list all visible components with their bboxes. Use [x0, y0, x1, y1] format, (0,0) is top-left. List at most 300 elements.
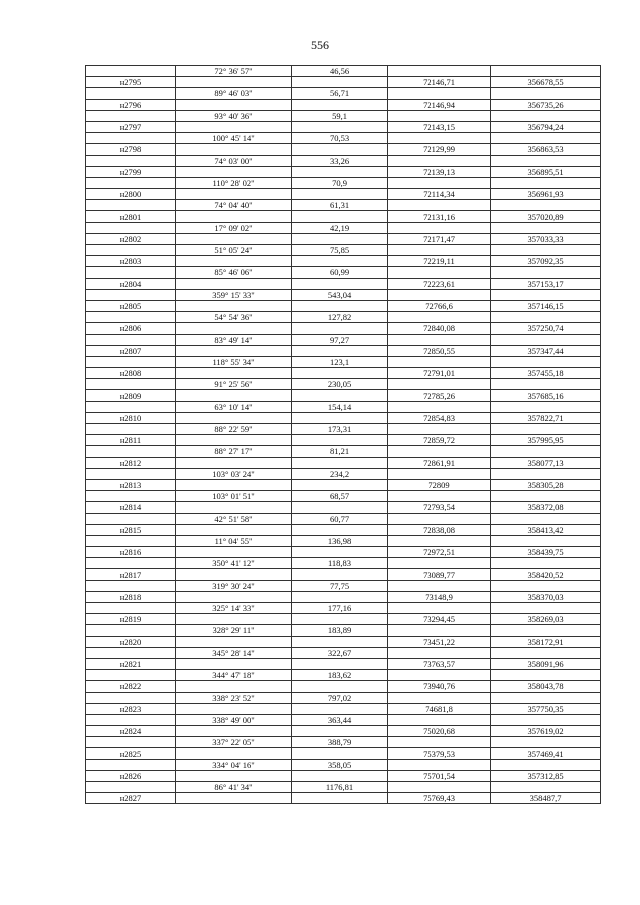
- y-coordinate-cell: [491, 356, 601, 367]
- point-number-cell: [86, 334, 176, 345]
- point-number-cell: [86, 289, 176, 300]
- distance-cell: [292, 681, 388, 692]
- direction-angle-cell: [176, 457, 292, 468]
- y-coordinate-cell: 358487,7: [491, 793, 601, 804]
- segment-row: [86, 401, 601, 412]
- segment-row: [86, 356, 601, 367]
- x-coordinate-cell: [388, 468, 491, 479]
- direction-angle-cell: [176, 166, 292, 177]
- point-number-cell: н2796: [86, 99, 176, 110]
- direction-angle-cell: 350° 41' 12": [176, 558, 292, 569]
- direction-angle-cell: 338° 23' 52": [176, 692, 292, 703]
- distance-cell: 177,16: [292, 603, 388, 614]
- distance-cell: [292, 278, 388, 289]
- point-row: [86, 748, 601, 759]
- direction-angle-cell: [176, 703, 292, 714]
- point-number-cell: [86, 558, 176, 569]
- distance-cell: 797,02: [292, 692, 388, 703]
- direction-angle-cell: 359° 15' 33": [176, 289, 292, 300]
- segment-row: [86, 692, 601, 703]
- direction-angle-cell: 11° 04' 55": [176, 535, 292, 546]
- point-number-cell: [86, 88, 176, 99]
- segment-row: [86, 759, 601, 770]
- y-coordinate-cell: 358413,42: [491, 524, 601, 535]
- distance-cell: 173,31: [292, 424, 388, 435]
- point-row: [86, 435, 601, 446]
- point-row: [86, 524, 601, 535]
- y-coordinate-cell: [491, 513, 601, 524]
- segment-row: [86, 535, 601, 546]
- x-coordinate-cell: [388, 491, 491, 502]
- segment-row: [86, 379, 601, 390]
- x-coordinate-cell: 72131,16: [388, 211, 491, 222]
- x-coordinate-cell: [388, 558, 491, 569]
- segment-row: [86, 468, 601, 479]
- y-coordinate-cell: [491, 133, 601, 144]
- x-coordinate-cell: 72766,6: [388, 300, 491, 311]
- direction-angle-cell: [176, 479, 292, 490]
- segment-row: [86, 714, 601, 725]
- direction-angle-cell: 54° 54' 36": [176, 312, 292, 323]
- y-coordinate-cell: 356895,51: [491, 166, 601, 177]
- distance-cell: 388,79: [292, 737, 388, 748]
- distance-cell: 56,71: [292, 88, 388, 99]
- direction-angle-cell: 110° 28' 02": [176, 177, 292, 188]
- direction-angle-cell: 89° 46' 03": [176, 88, 292, 99]
- y-coordinate-cell: [491, 334, 601, 345]
- distance-cell: [292, 457, 388, 468]
- point-number-cell: н2817: [86, 569, 176, 580]
- distance-cell: 42,19: [292, 222, 388, 233]
- distance-cell: [292, 636, 388, 647]
- segment-row: [86, 580, 601, 591]
- point-number-cell: н2795: [86, 77, 176, 88]
- direction-angle-cell: [176, 591, 292, 602]
- distance-cell: [292, 256, 388, 267]
- distance-cell: [292, 368, 388, 379]
- y-coordinate-cell: 357153,17: [491, 278, 601, 289]
- distance-cell: [292, 614, 388, 625]
- distance-cell: [292, 658, 388, 669]
- y-coordinate-cell: [491, 737, 601, 748]
- x-coordinate-cell: [388, 737, 491, 748]
- direction-angle-cell: [176, 435, 292, 446]
- x-coordinate-cell: 73294,45: [388, 614, 491, 625]
- point-number-cell: н2812: [86, 457, 176, 468]
- y-coordinate-cell: 358372,08: [491, 502, 601, 513]
- x-coordinate-cell: 72223,61: [388, 278, 491, 289]
- y-coordinate-cell: [491, 312, 601, 323]
- point-number-cell: н2798: [86, 144, 176, 155]
- direction-angle-cell: 83° 49' 14": [176, 334, 292, 345]
- page-number: 556: [311, 38, 329, 52]
- x-coordinate-cell: 72809: [388, 479, 491, 490]
- point-number-cell: н2821: [86, 658, 176, 669]
- x-coordinate-cell: 72114,34: [388, 189, 491, 200]
- y-coordinate-cell: 357312,85: [491, 770, 601, 781]
- segment-row: [86, 155, 601, 166]
- point-number-cell: [86, 647, 176, 658]
- x-coordinate-cell: [388, 603, 491, 614]
- point-row: [86, 256, 601, 267]
- direction-angle-cell: 74° 04' 40": [176, 200, 292, 211]
- direction-angle-cell: 334° 04' 16": [176, 759, 292, 770]
- point-row: [86, 479, 601, 490]
- point-number-cell: н2822: [86, 681, 176, 692]
- x-coordinate-cell: [388, 110, 491, 121]
- x-coordinate-cell: 73451,22: [388, 636, 491, 647]
- segment-row: [86, 513, 601, 524]
- direction-angle-cell: [176, 524, 292, 535]
- segment-row: [86, 491, 601, 502]
- x-coordinate-cell: 73148,9: [388, 591, 491, 602]
- x-coordinate-cell: [388, 513, 491, 524]
- y-coordinate-cell: 358172,91: [491, 636, 601, 647]
- y-coordinate-cell: 356735,26: [491, 99, 601, 110]
- direction-angle-cell: [176, 144, 292, 155]
- distance-cell: 127,82: [292, 312, 388, 323]
- y-coordinate-cell: 357347,44: [491, 345, 601, 356]
- point-row: [86, 77, 601, 88]
- y-coordinate-cell: 358370,03: [491, 591, 601, 602]
- point-row: [86, 457, 601, 468]
- y-coordinate-cell: 358420,52: [491, 569, 601, 580]
- direction-angle-cell: [176, 726, 292, 737]
- distance-cell: 46,56: [292, 66, 388, 77]
- x-coordinate-cell: 72840,08: [388, 323, 491, 334]
- x-coordinate-cell: 75379,53: [388, 748, 491, 759]
- point-row: [86, 323, 601, 334]
- distance-cell: 154,14: [292, 401, 388, 412]
- x-coordinate-cell: [388, 424, 491, 435]
- distance-cell: [292, 233, 388, 244]
- direction-angle-cell: 118° 55' 34": [176, 356, 292, 367]
- distance-cell: [292, 524, 388, 535]
- distance-cell: [292, 793, 388, 804]
- point-row: [86, 390, 601, 401]
- distance-cell: 70,9: [292, 177, 388, 188]
- point-row: [86, 793, 601, 804]
- point-row: [86, 726, 601, 737]
- direction-angle-cell: 63° 10' 14": [176, 401, 292, 412]
- x-coordinate-cell: [388, 133, 491, 144]
- direction-angle-cell: [176, 323, 292, 334]
- x-coordinate-cell: [388, 379, 491, 390]
- distance-cell: [292, 166, 388, 177]
- point-number-cell: [86, 424, 176, 435]
- direction-angle-cell: 74° 03' 00": [176, 155, 292, 166]
- segment-row: [86, 312, 601, 323]
- point-number-cell: н2806: [86, 323, 176, 334]
- point-number-cell: [86, 312, 176, 323]
- y-coordinate-cell: [491, 88, 601, 99]
- distance-cell: [292, 748, 388, 759]
- direction-angle-cell: [176, 99, 292, 110]
- direction-angle-cell: [176, 368, 292, 379]
- y-coordinate-cell: 357092,35: [491, 256, 601, 267]
- segment-row: [86, 110, 601, 121]
- direction-angle-cell: 103° 01' 51": [176, 491, 292, 502]
- distance-cell: [292, 77, 388, 88]
- y-coordinate-cell: [491, 66, 601, 77]
- point-number-cell: [86, 535, 176, 546]
- y-coordinate-cell: [491, 155, 601, 166]
- point-row: [86, 636, 601, 647]
- direction-angle-cell: [176, 793, 292, 804]
- point-number-cell: [86, 714, 176, 725]
- x-coordinate-cell: [388, 177, 491, 188]
- segment-row: [86, 200, 601, 211]
- y-coordinate-cell: [491, 714, 601, 725]
- direction-angle-cell: 345° 28' 14": [176, 647, 292, 658]
- distance-cell: 68,57: [292, 491, 388, 502]
- y-coordinate-cell: [491, 782, 601, 793]
- y-coordinate-cell: 357033,33: [491, 233, 601, 244]
- distance-cell: [292, 189, 388, 200]
- segment-row: [86, 670, 601, 681]
- direction-angle-cell: [176, 233, 292, 244]
- x-coordinate-cell: [388, 759, 491, 770]
- distance-cell: [292, 435, 388, 446]
- x-coordinate-cell: 75769,43: [388, 793, 491, 804]
- point-number-cell: н2811: [86, 435, 176, 446]
- segment-row: [86, 334, 601, 345]
- point-number-cell: [86, 580, 176, 591]
- segment-row: [86, 647, 601, 658]
- x-coordinate-cell: 75020,68: [388, 726, 491, 737]
- x-coordinate-cell: [388, 334, 491, 345]
- x-coordinate-cell: 72838,08: [388, 524, 491, 535]
- segment-row: [86, 66, 601, 77]
- direction-angle-cell: 88° 22' 59": [176, 424, 292, 435]
- x-coordinate-cell: 72861,91: [388, 457, 491, 468]
- point-number-cell: [86, 737, 176, 748]
- point-number-cell: н2815: [86, 524, 176, 535]
- point-row: [86, 412, 601, 423]
- point-row: [86, 502, 601, 513]
- point-number-cell: н2824: [86, 726, 176, 737]
- direction-angle-cell: [176, 278, 292, 289]
- y-coordinate-cell: 358091,96: [491, 658, 601, 669]
- x-coordinate-cell: [388, 782, 491, 793]
- distance-cell: 234,2: [292, 468, 388, 479]
- segment-row: [86, 782, 601, 793]
- y-coordinate-cell: [491, 558, 601, 569]
- segment-row: [86, 558, 601, 569]
- point-number-cell: н2825: [86, 748, 176, 759]
- y-coordinate-cell: [491, 535, 601, 546]
- point-number-cell: н2801: [86, 211, 176, 222]
- point-number-cell: н2816: [86, 547, 176, 558]
- x-coordinate-cell: 72791,01: [388, 368, 491, 379]
- y-coordinate-cell: 358043,78: [491, 681, 601, 692]
- point-number-cell: [86, 267, 176, 278]
- x-coordinate-cell: 72972,51: [388, 547, 491, 558]
- direction-angle-cell: 319° 30' 24": [176, 580, 292, 591]
- segment-row: [86, 177, 601, 188]
- coordinates-table: [85, 65, 601, 804]
- distance-cell: 59,1: [292, 110, 388, 121]
- distance-cell: [292, 479, 388, 490]
- x-coordinate-cell: [388, 155, 491, 166]
- y-coordinate-cell: 357995,95: [491, 435, 601, 446]
- x-coordinate-cell: [388, 714, 491, 725]
- point-number-cell: [86, 356, 176, 367]
- direction-angle-cell: 86° 41' 34": [176, 782, 292, 793]
- y-coordinate-cell: 357469,41: [491, 748, 601, 759]
- x-coordinate-cell: [388, 580, 491, 591]
- x-coordinate-cell: [388, 446, 491, 457]
- distance-cell: [292, 144, 388, 155]
- segment-row: [86, 289, 601, 300]
- point-row: [86, 211, 601, 222]
- y-coordinate-cell: [491, 401, 601, 412]
- distance-cell: [292, 412, 388, 423]
- y-coordinate-cell: [491, 491, 601, 502]
- y-coordinate-cell: [491, 580, 601, 591]
- point-number-cell: н2800: [86, 189, 176, 200]
- distance-cell: 61,31: [292, 200, 388, 211]
- point-row: [86, 658, 601, 669]
- point-number-cell: [86, 446, 176, 457]
- distance-cell: [292, 323, 388, 334]
- point-row: [86, 121, 601, 132]
- x-coordinate-cell: 72219,11: [388, 256, 491, 267]
- point-row: [86, 278, 601, 289]
- point-row: [86, 368, 601, 379]
- x-coordinate-cell: [388, 356, 491, 367]
- distance-cell: 97,27: [292, 334, 388, 345]
- x-coordinate-cell: [388, 625, 491, 636]
- y-coordinate-cell: [491, 759, 601, 770]
- point-number-cell: н2797: [86, 121, 176, 132]
- x-coordinate-cell: 72850,55: [388, 345, 491, 356]
- direction-angle-cell: [176, 681, 292, 692]
- distance-cell: [292, 99, 388, 110]
- y-coordinate-cell: 357455,18: [491, 368, 601, 379]
- x-coordinate-cell: 72143,15: [388, 121, 491, 132]
- x-coordinate-cell: [388, 267, 491, 278]
- x-coordinate-cell: 72854,83: [388, 412, 491, 423]
- distance-cell: 183,89: [292, 625, 388, 636]
- point-number-cell: [86, 133, 176, 144]
- point-number-cell: н2805: [86, 300, 176, 311]
- point-number-cell: н2823: [86, 703, 176, 714]
- direction-angle-cell: 42° 51' 58": [176, 513, 292, 524]
- direction-angle-cell: [176, 211, 292, 222]
- y-coordinate-cell: [491, 603, 601, 614]
- point-number-cell: [86, 692, 176, 703]
- point-number-cell: н2819: [86, 614, 176, 625]
- distance-cell: 81,21: [292, 446, 388, 457]
- direction-angle-cell: 17° 09' 02": [176, 222, 292, 233]
- direction-angle-cell: [176, 502, 292, 513]
- direction-angle-cell: 51° 05' 24": [176, 245, 292, 256]
- direction-angle-cell: [176, 189, 292, 200]
- point-row: [86, 770, 601, 781]
- direction-angle-cell: [176, 569, 292, 580]
- x-coordinate-cell: 73940,76: [388, 681, 491, 692]
- point-number-cell: [86, 468, 176, 479]
- x-coordinate-cell: 72146,94: [388, 99, 491, 110]
- point-row: [86, 681, 601, 692]
- y-coordinate-cell: 358269,03: [491, 614, 601, 625]
- y-coordinate-cell: 356678,55: [491, 77, 601, 88]
- direction-angle-cell: [176, 256, 292, 267]
- point-number-cell: [86, 379, 176, 390]
- direction-angle-cell: [176, 614, 292, 625]
- point-number-cell: [86, 155, 176, 166]
- point-number-cell: н2827: [86, 793, 176, 804]
- segment-row: [86, 424, 601, 435]
- x-coordinate-cell: [388, 647, 491, 658]
- point-row: [86, 189, 601, 200]
- direction-angle-cell: [176, 345, 292, 356]
- distance-cell: 70,53: [292, 133, 388, 144]
- x-coordinate-cell: [388, 535, 491, 546]
- y-coordinate-cell: 358077,13: [491, 457, 601, 468]
- x-coordinate-cell: 72171,47: [388, 233, 491, 244]
- segment-row: [86, 267, 601, 278]
- segment-row: [86, 222, 601, 233]
- y-coordinate-cell: 358305,28: [491, 479, 601, 490]
- y-coordinate-cell: [491, 670, 601, 681]
- y-coordinate-cell: [491, 379, 601, 390]
- point-row: [86, 233, 601, 244]
- distance-cell: 183,62: [292, 670, 388, 681]
- point-row: [86, 345, 601, 356]
- direction-angle-cell: 103° 03' 24": [176, 468, 292, 479]
- point-row: [86, 591, 601, 602]
- x-coordinate-cell: [388, 670, 491, 681]
- point-number-cell: [86, 110, 176, 121]
- point-number-cell: н2809: [86, 390, 176, 401]
- distance-cell: 60,99: [292, 267, 388, 278]
- direction-angle-cell: [176, 636, 292, 647]
- point-row: [86, 614, 601, 625]
- point-number-cell: н2804: [86, 278, 176, 289]
- x-coordinate-cell: [388, 200, 491, 211]
- y-coordinate-cell: [491, 446, 601, 457]
- point-number-cell: [86, 200, 176, 211]
- point-number-cell: н2802: [86, 233, 176, 244]
- y-coordinate-cell: 358439,75: [491, 547, 601, 558]
- x-coordinate-cell: 72146,71: [388, 77, 491, 88]
- distance-cell: 230,05: [292, 379, 388, 390]
- point-row: [86, 569, 601, 580]
- point-number-cell: н2808: [86, 368, 176, 379]
- y-coordinate-cell: [491, 177, 601, 188]
- y-coordinate-cell: 357146,15: [491, 300, 601, 311]
- direction-angle-cell: 85° 46' 06": [176, 267, 292, 278]
- x-coordinate-cell: [388, 289, 491, 300]
- x-coordinate-cell: 75701,54: [388, 770, 491, 781]
- y-coordinate-cell: 356961,93: [491, 189, 601, 200]
- point-row: [86, 166, 601, 177]
- distance-cell: 322,67: [292, 647, 388, 658]
- y-coordinate-cell: [491, 625, 601, 636]
- x-coordinate-cell: 73763,57: [388, 658, 491, 669]
- distance-cell: [292, 547, 388, 558]
- point-number-cell: [86, 603, 176, 614]
- y-coordinate-cell: 357685,16: [491, 390, 601, 401]
- direction-angle-cell: [176, 77, 292, 88]
- distance-cell: [292, 726, 388, 737]
- x-coordinate-cell: [388, 245, 491, 256]
- point-number-cell: [86, 177, 176, 188]
- y-coordinate-cell: 357020,89: [491, 211, 601, 222]
- y-coordinate-cell: [491, 267, 601, 278]
